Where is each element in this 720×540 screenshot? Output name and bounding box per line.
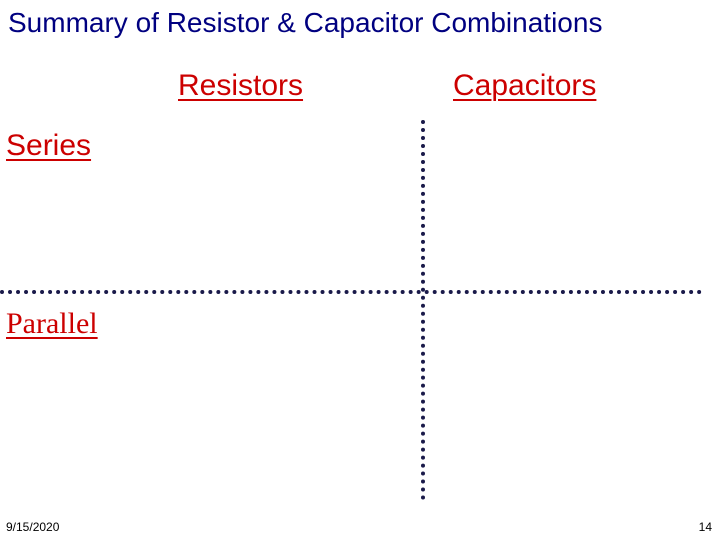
- footer-date: 9/15/2020: [6, 520, 60, 534]
- row-label-parallel: Parallel: [6, 307, 98, 340]
- vertical-divider: [421, 120, 425, 500]
- footer-page-number: 14: [698, 520, 712, 534]
- column-header-resistors: Resistors: [178, 69, 304, 102]
- column-header-capacitors: Capacitors: [453, 69, 597, 102]
- row-label-series: Series: [6, 129, 92, 162]
- slide-title: Summary of Resistor & Capacitor Combinations: [8, 7, 603, 38]
- horizontal-divider: [0, 290, 702, 294]
